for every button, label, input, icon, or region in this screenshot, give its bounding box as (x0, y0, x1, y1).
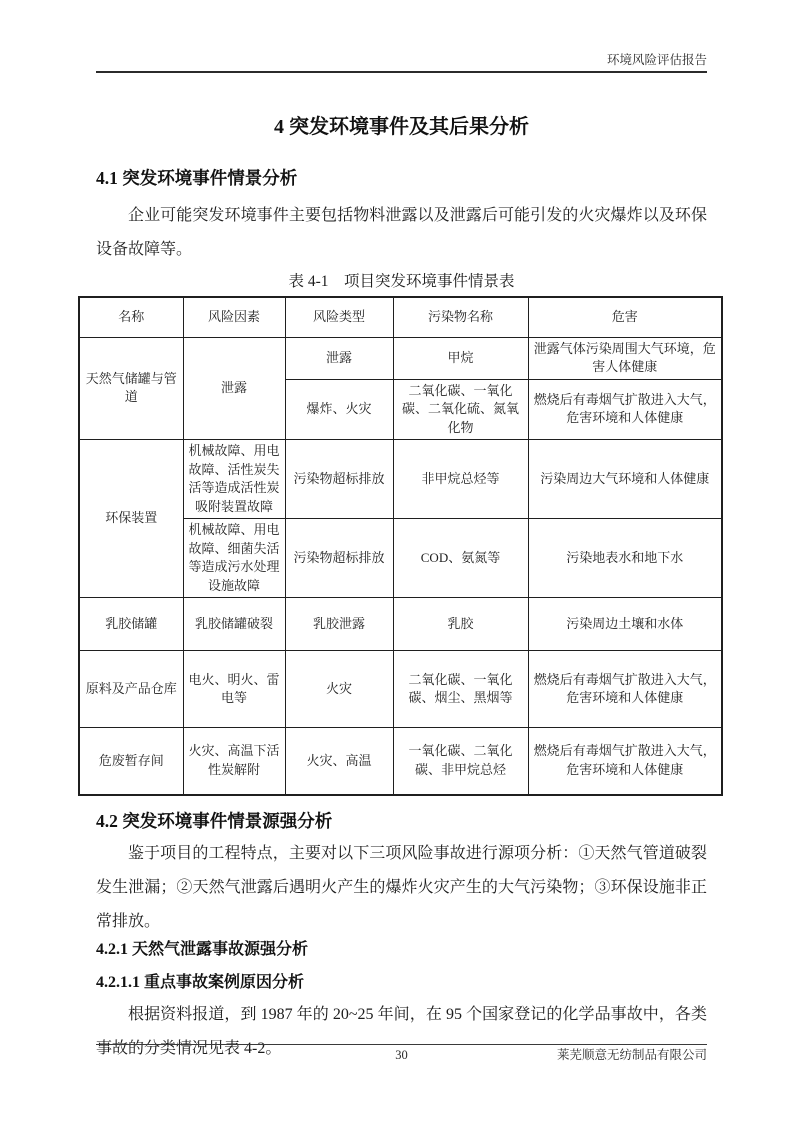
cell-factor: 泄露 (183, 337, 285, 440)
table-row (79, 598, 722, 651)
page-content (85, 0, 716, 1066)
table-row (79, 337, 722, 379)
cell-pollutant: COD、氨氮等 (393, 519, 528, 598)
col-header-name: 名称 (79, 297, 183, 337)
table-caption: 表 4-1 项目突发环境事件情景表 (288, 273, 515, 290)
cell-pollutant: 一氧化碳、二氧化碳、非甲烷总烃 (393, 728, 528, 795)
cell-pollutant: 非甲烷总烃等 (393, 440, 528, 519)
header-title: 环境风险评估报告 (606, 53, 707, 67)
col-header-risk-factor: 风险因素 (183, 297, 285, 337)
cell-type: 乳胶泄露 (285, 598, 393, 651)
table-row (79, 728, 722, 795)
cell-type: 爆炸、火灾 (285, 379, 393, 440)
cell-pollutant: 二氧化碳、一氧化碳、二氧化硫、氮氧化物 (393, 379, 528, 440)
col-header-harm: 危害 (528, 297, 722, 337)
heading-4-1: 4.1 突发环境事件情景分析 (96, 168, 298, 188)
heading-4-2-1-1: 4.2.1.1 重点事故案例原因分析 (96, 973, 305, 991)
cell-name: 天然气储罐与管道 (79, 337, 183, 440)
paragraph-4-2-1-1: 根据资料报道，到 1987 年的 20~25 年间，在 95 个国家登记的化学品事故中，各类事故的分类情况见表 4-2。 (96, 1005, 707, 1057)
paragraph-4-1: 企业可能突发环境事件主要包括物料泄露以及泄露后可能引发的火灾爆炸以及环保设备故障等。 (96, 207, 707, 258)
cell-harm: 燃烧后有毒烟气扩散进入大气，危害环境和人体健康 (528, 379, 722, 440)
cell-name: 环保装置 (79, 440, 183, 598)
table-row (79, 440, 722, 519)
table-header-row (79, 297, 722, 337)
cell-harm: 燃烧后有毒烟气扩散进入大气，危害环境和人体健康 (528, 651, 722, 728)
cell-factor: 电火、明火、雷电等 (183, 651, 285, 728)
col-header-pollutant: 污染物名称 (393, 297, 528, 337)
paragraph-4-2: 鉴于项目的工程特点，主要对以下三项风险事故进行源项分析：①天然气管道破裂发生泄漏；②天然气泄露后遇明火产生的爆炸火灾产生的大气污染物；③环保设施非正常排放。 (96, 844, 707, 930)
heading-4-2-1: 4.2.1 天然气泄露事故源强分析 (96, 940, 309, 958)
cell-harm: 泄露气体污染周围大气环境，危害人体健康 (528, 337, 722, 379)
cell-name: 乳胶储罐 (79, 598, 183, 651)
cell-name: 原料及产品仓库 (79, 651, 183, 728)
company-name: 莱芜顺意无纺制品有限公司 (556, 1048, 707, 1062)
page-number: 30 (395, 1048, 408, 1062)
cell-harm: 污染地表水和地下水 (528, 519, 722, 598)
cell-factor: 火灾、高温下活性炭解附 (183, 728, 285, 795)
chapter-title: 4 突发环境事件及其后果分析 (274, 116, 529, 138)
col-header-risk-type: 风险类型 (285, 297, 393, 337)
heading-4-2: 4.2 突发环境事件情景源强分析 (96, 810, 333, 831)
cell-pollutant: 甲烷 (393, 337, 528, 379)
cell-pollutant: 二氧化碳、一氧化碳、烟尘、黑烟等 (393, 651, 528, 728)
cell-type: 泄露 (285, 337, 393, 379)
cell-factor: 乳胶储罐破裂 (183, 598, 285, 651)
cell-harm: 污染周边大气环境和人体健康 (528, 440, 722, 519)
footer-row (96, 1047, 707, 1065)
page-footer (96, 1044, 707, 1065)
cell-name: 危废暂存间 (79, 728, 183, 795)
cell-type: 火灾 (285, 651, 393, 728)
cell-factor: 机械故障、用电故障、细菌失活等造成污水处理设施故障 (183, 519, 285, 598)
cell-type: 污染物超标排放 (285, 440, 393, 519)
cell-type: 污染物超标排放 (285, 519, 393, 598)
cell-pollutant: 乳胶 (393, 598, 528, 651)
table-row (79, 651, 722, 728)
cell-harm: 污染周边土壤和水体 (528, 598, 722, 651)
cell-type: 火灾、高温 (285, 728, 393, 795)
cell-harm: 燃烧后有毒烟气扩散进入大气，危害环境和人体健康 (528, 728, 722, 795)
event-scenario-table (78, 296, 723, 796)
cell-factor: 机械故障、用电故障、活性炭失活等造成活性炭吸附装置故障 (183, 440, 285, 519)
